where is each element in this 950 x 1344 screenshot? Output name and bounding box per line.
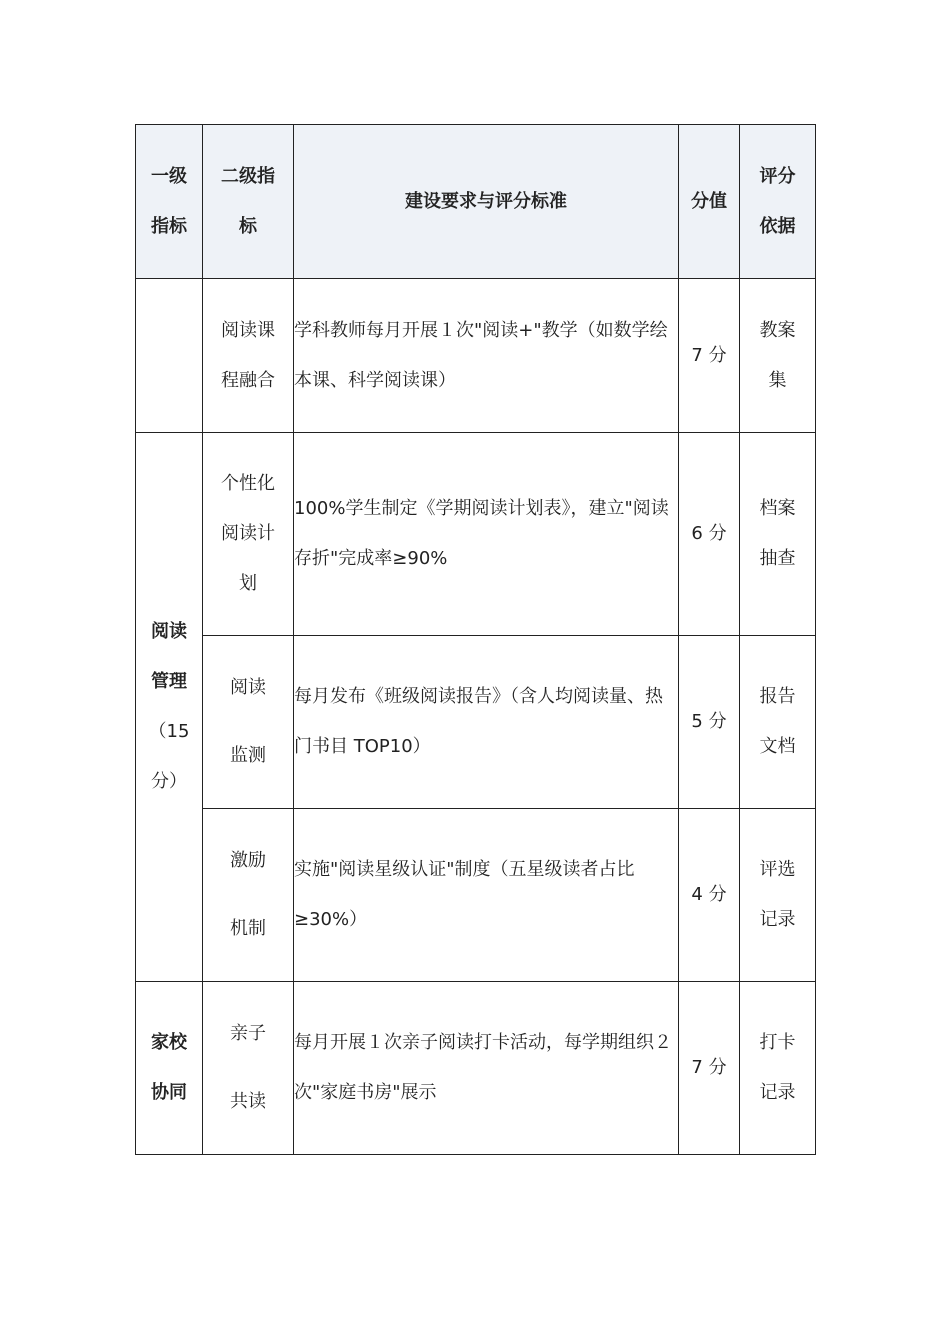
basis-cell: 评选记录 — [740, 809, 816, 982]
table-header-row — [136, 125, 816, 279]
scoring-rubric-table — [135, 124, 816, 1155]
level2-cell — [203, 982, 294, 1155]
level2-cell — [203, 636, 294, 809]
table-row — [136, 809, 816, 982]
basis-cell: 教案集 — [740, 279, 816, 433]
level2-line-1: 阅读 — [230, 677, 266, 698]
basis-cell: 报告文档 — [740, 636, 816, 809]
basis-cell: 档案抽查 — [740, 433, 816, 636]
header-requirements: 建设要求与评分标准 — [294, 125, 679, 279]
header-level2-indicator: 二级指标 — [203, 125, 294, 279]
level2-cell: 个性化阅读计划 — [203, 433, 294, 636]
table-row — [136, 433, 816, 636]
requirement-cell: 100%学生制定《学期阅读计划表》，建立"阅读存折"完成率≥90% — [294, 433, 679, 636]
level1-cell-empty — [136, 279, 203, 433]
level1-cell-reading-management — [136, 433, 203, 982]
requirement-cell: 实施"阅读星级认证"制度（五星级读者占比≥30%） — [294, 809, 679, 982]
level2-line-2: 监测 — [230, 745, 266, 766]
header-basis: 评分依据 — [740, 125, 816, 279]
level1-title: 阅读管理 — [151, 621, 187, 692]
level2-line-1: 激励 — [230, 850, 266, 871]
level1-score-note: （15分） — [148, 721, 190, 792]
table-row — [136, 982, 816, 1155]
level2-cell — [203, 809, 294, 982]
level2-line-2: 共读 — [230, 1091, 266, 1112]
table-row — [136, 279, 816, 433]
score-cell: 6 分 — [679, 433, 740, 636]
score-cell: 5 分 — [679, 636, 740, 809]
basis-cell: 打卡记录 — [740, 982, 816, 1155]
header-score: 分值 — [679, 125, 740, 279]
table-row — [136, 636, 816, 809]
score-cell: 7 分 — [679, 279, 740, 433]
header-level1-indicator: 一级指标 — [136, 125, 203, 279]
level1-cell-home-school: 家校协同 — [136, 982, 203, 1155]
level2-line-2: 机制 — [230, 918, 266, 939]
requirement-cell: 每月开展１次亲子阅读打卡活动，每学期组织２次"家庭书房"展示 — [294, 982, 679, 1155]
requirement-cell: 每月发布《班级阅读报告》（含人均阅读量、热门书目 TOP10） — [294, 636, 679, 809]
score-cell: 4 分 — [679, 809, 740, 982]
score-cell: 7 分 — [679, 982, 740, 1155]
level2-line-1: 亲子 — [230, 1023, 266, 1044]
level2-cell: 阅读课程融合 — [203, 279, 294, 433]
requirement-cell: 学科教师每月开展１次"阅读+"教学（如数学绘本课、科学阅读课） — [294, 279, 679, 433]
